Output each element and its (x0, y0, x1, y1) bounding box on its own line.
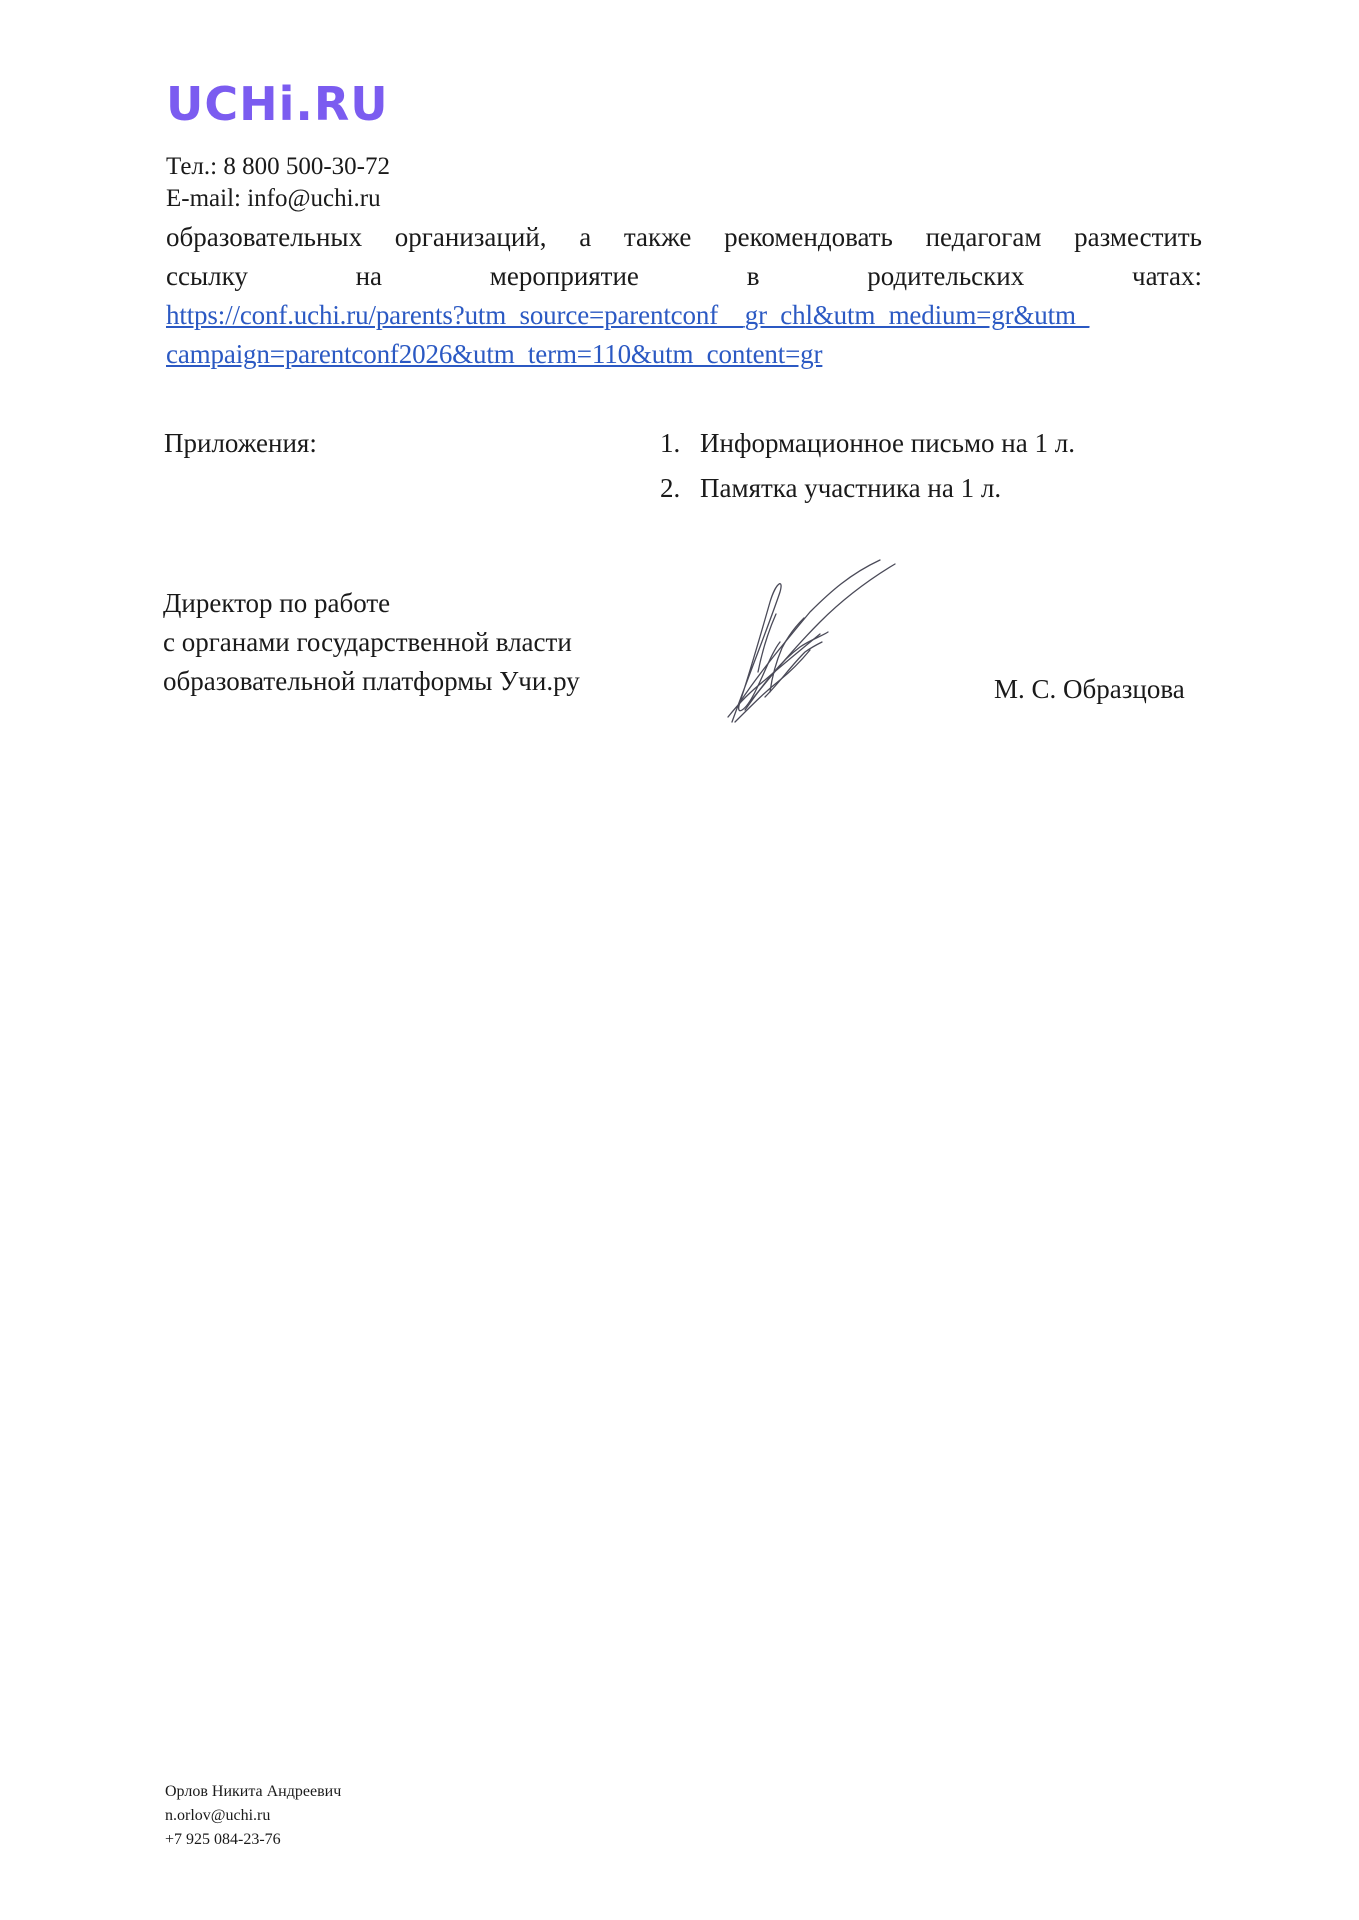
attachments-label: Приложения: (164, 428, 317, 458)
attachment-text: Памятка участника на 1 л. (700, 473, 1002, 503)
footer-contact (165, 1780, 341, 1852)
signatory-name: М. С. Образцова (994, 674, 1185, 704)
footer-name: Орлов Никита Андреевич (165, 1783, 342, 1800)
contact-phone: Тел.: 8 800 500-30-72 (166, 153, 390, 180)
position-line: с органами государственной власти (163, 627, 572, 657)
word: а (579, 222, 592, 252)
event-link-line-1[interactable]: https://conf.uchi.ru/parents?utm_source=parentconf__gr_chl&utm_medium=gr&utm_ (166, 300, 1090, 330)
word: чатах: (1132, 261, 1202, 291)
uchi-logo: UCHi.RU (166, 77, 389, 131)
word: разместить (1074, 222, 1202, 252)
position-line: образовательной платформы Учи.ру (163, 666, 580, 696)
body-line-1 (166, 218, 1202, 257)
attachments-list (660, 426, 1075, 516)
signatory-position (163, 584, 580, 701)
word: мероприятие (489, 261, 639, 291)
word: организаций, (394, 222, 547, 252)
footer-phone: +7 925 084-23-76 (165, 1831, 281, 1848)
word: также (623, 222, 692, 252)
attachment-text: Информационное письмо на 1 л. (700, 428, 1075, 458)
word: образовательных (166, 222, 363, 252)
footer-email: n.orlov@uchi.ru (165, 1807, 271, 1824)
attachment-number: 2. (660, 473, 681, 503)
attachment-item (660, 426, 1075, 471)
word: педагогам (925, 222, 1042, 252)
body-paragraph (166, 218, 1202, 374)
body-line-2 (166, 257, 1202, 296)
word: ссылку (166, 261, 248, 291)
event-link-line-2[interactable]: campaign=parentconf2026&utm_term=110&utm_content=gr (166, 339, 823, 369)
word: в (746, 261, 760, 291)
word: рекомендовать (724, 222, 893, 252)
contact-email: E-mail: info@uchi.ru (166, 185, 381, 212)
handwritten-signature (710, 552, 900, 732)
attachment-number: 1. (660, 428, 681, 458)
position-line: Директор по работе (163, 588, 391, 618)
word: на (355, 261, 383, 291)
attachment-item (660, 471, 1075, 516)
word: родительских (867, 261, 1025, 291)
